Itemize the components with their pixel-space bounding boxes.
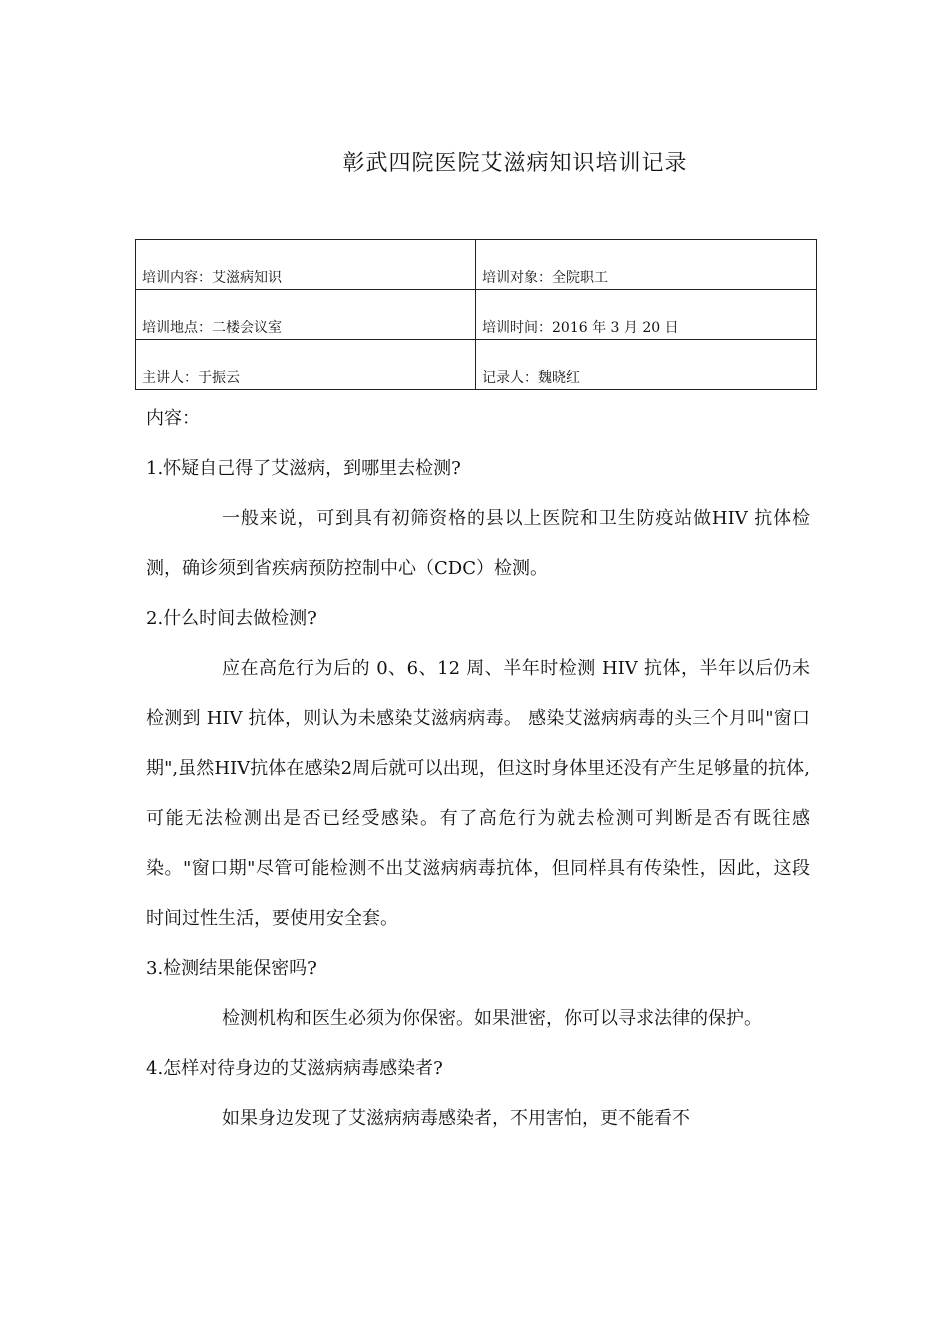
table-cell: 培训时间：2016 年 3 月 20 日 — [476, 290, 817, 340]
table-row — [136, 340, 817, 390]
table-cell: 培训对象：全院职工 — [476, 240, 817, 290]
training-info-table — [135, 239, 817, 390]
answer-1: 一般来说，可到具有初筛资格的县以上医院和卫生防疫站做HIV 抗体检测，确诊须到省疾病预防控制中心（CDC）检测。 — [146, 508, 810, 579]
answer-2: 应在高危行为后的 0、6、12 周、半年时检测 HIV 抗体，半年以后仍未检测到 HIV 抗体，则认为未感染艾滋病病毒。 感染艾滋病病毒的头三个月叫"窗口期",虽然HIV抗体在感染2周后就可以出现，但这时身体里还没有产生足够量的抗体,可能无法检测出是否已经受感染。有了高危行为就去检测可判断是否有既往感染。"窗口期"尽管可能检测不出艾滋病病毒抗体，但同样具有传染性，因此，这段时间过性生活，要使用安全套。 — [146, 658, 810, 929]
table-cell: 培训内容：艾滋病知识 — [136, 240, 476, 290]
content-heading: 内容： — [146, 408, 200, 429]
table-row — [136, 290, 817, 340]
table-cell: 主讲人：于振云 — [136, 340, 476, 390]
question-1: 1.怀疑自己得了艾滋病，到哪里去检测? — [146, 458, 461, 479]
question-4: 4.怎样对待身边的艾滋病病毒感染者? — [146, 1058, 443, 1079]
answer-4: 如果身边发现了艾滋病病毒感染者，不用害怕，更不能看不 — [222, 1108, 690, 1129]
table-cell: 培训地点：二楼会议室 — [136, 290, 476, 340]
question-2: 2.什么时间去做检测? — [146, 608, 317, 629]
question-3: 3.检测结果能保密吗? — [146, 958, 317, 979]
table-cell: 记录人：魏晓红 — [476, 340, 817, 390]
content-body — [146, 394, 810, 1144]
answer-3: 检测机构和医生必须为你保密。如果泄密，你可以寻求法律的保护。 — [222, 1008, 762, 1029]
document-title: 彰武四院医院艾滋病知识培训记录 — [342, 151, 688, 176]
table-row — [136, 240, 817, 290]
